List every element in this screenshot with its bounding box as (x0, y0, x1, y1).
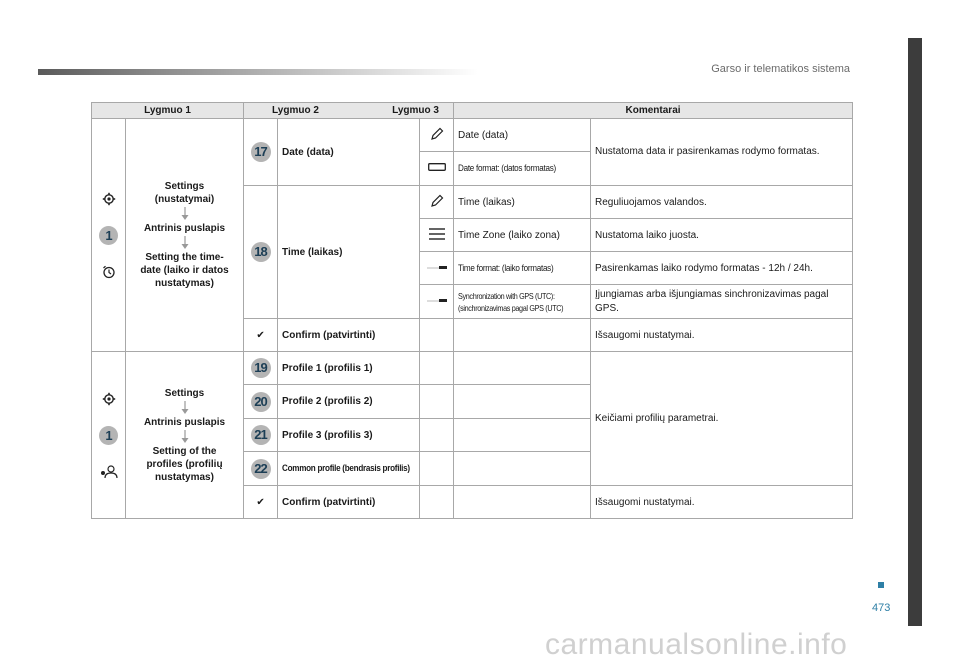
sub-gps-sync: Synchronization with GPS (UTC): (sinchronizavimas pagal GPS (UTC) (454, 285, 591, 319)
sub-time: Time (laikas) (454, 186, 591, 219)
table-cell (420, 152, 454, 186)
option-date-label: Date (data) (278, 119, 420, 186)
toggle-switch-icon (426, 263, 448, 271)
table-cell (420, 186, 454, 219)
table-cell (244, 352, 278, 385)
section2-icons (92, 352, 126, 519)
option-profile1: Profile 1 (profilis 1) (278, 352, 420, 385)
table-row (92, 352, 853, 385)
down-arrow-icon (180, 207, 190, 221)
option-badge: 17 (251, 142, 271, 162)
table-cell (244, 486, 278, 519)
sub-date: Date (data) (454, 119, 591, 152)
checkmark-icon: ✔ (256, 496, 265, 508)
section1-menu-path (126, 119, 244, 352)
page-marker (878, 582, 884, 588)
page-number: 473 (872, 602, 891, 614)
comment-confirm: Išsaugomi nustatymai. (591, 486, 853, 519)
header-level1: Lygmuo 1 (92, 103, 244, 119)
header-comments: Komentarai (454, 103, 853, 119)
option-badge: 21 (251, 425, 271, 445)
profile-person-icon (100, 465, 118, 479)
confirm-label: Confirm (patvirtinti) (278, 319, 420, 352)
table-cell (244, 319, 278, 352)
comment-time-zone: Nustatoma laiko juosta. (591, 219, 853, 252)
checkmark-icon: ✔ (256, 329, 265, 341)
table-cell (454, 352, 591, 385)
table-cell (244, 419, 278, 452)
side-tab-bar (908, 38, 922, 626)
edit-pencil-icon (430, 127, 444, 141)
confirm-label: Confirm (patvirtinti) (278, 486, 420, 519)
list-icon (428, 227, 446, 241)
settings-table (91, 102, 853, 519)
clock-icon (102, 265, 116, 279)
option-profile2: Profile 2 (profilis 2) (278, 385, 420, 419)
sub-time-zone: Time Zone (laiko zona) (454, 219, 591, 252)
header-gradient-bar (38, 69, 478, 75)
settings-gear-icon (102, 392, 116, 406)
sub-time-format: Time format: (laiko formatas) (454, 252, 591, 285)
option-time-label: Time (laikas) (278, 186, 420, 319)
format-bar-icon (428, 163, 446, 171)
comment-confirm: Išsaugomi nustatymai. (591, 319, 853, 352)
sub-date-format: Date format: (datos formatas) (454, 152, 591, 186)
table-cell (244, 186, 278, 319)
menu-level3-label: Setting the time-date (laiko ir datos nustatymas) (140, 252, 229, 289)
down-arrow-icon (180, 236, 190, 250)
option-common-profile: Common profile (bendrasis profilis) (278, 452, 420, 486)
comment-time: Reguliuojamos valandos. (591, 186, 853, 219)
table-header-row (92, 103, 853, 119)
table-cell (420, 452, 454, 486)
table-cell (244, 452, 278, 486)
header-title: Garso ir telematikos sistema (711, 63, 850, 75)
table-cell (420, 385, 454, 419)
section1-icons (92, 119, 126, 352)
option-badge: 19 (251, 358, 271, 378)
table-cell (244, 385, 278, 419)
menu-level1-label: Settings (164, 387, 205, 399)
down-arrow-icon (180, 430, 190, 444)
edit-pencil-icon (430, 194, 444, 208)
step-number-badge: 1 (99, 426, 118, 445)
table-cell (420, 352, 454, 385)
down-arrow-icon (180, 401, 190, 415)
settings-gear-icon (102, 192, 116, 206)
header-level3: Lygmuo 3 (392, 105, 439, 116)
option-badge: 22 (251, 459, 271, 479)
table-cell (454, 486, 591, 519)
table-cell (420, 219, 454, 252)
section2-menu-path (126, 352, 244, 519)
option-badge: 20 (251, 392, 271, 412)
step-number-badge: 1 (99, 226, 118, 245)
option-badge: 18 (251, 242, 271, 262)
table-cell (454, 319, 591, 352)
table-cell (420, 285, 454, 319)
table-cell (454, 452, 591, 486)
table-cell (454, 419, 591, 452)
table-row (92, 119, 853, 152)
comment-gps-sync: Įjungiamas arba išjungiamas sinchronizavimas pagal GPS. (591, 285, 853, 319)
table-cell (420, 419, 454, 452)
menu-level1-label: Settings (nustatymai) (154, 181, 215, 205)
menu-level3-label: Setting of the profiles (profilių nustatymas) (146, 445, 223, 483)
comment-time-format: Pasirenkamas laiko rodymo formatas - 12h / 24h. (591, 252, 853, 285)
table-cell (244, 119, 278, 186)
menu-level2-label: Antrinis puslapis (143, 223, 226, 234)
table-cell (420, 119, 454, 152)
table-cell (454, 385, 591, 419)
table-cell (420, 252, 454, 285)
menu-level2-label: Antrinis puslapis (143, 416, 226, 428)
toggle-switch-icon (426, 296, 448, 304)
option-profile3: Profile 3 (profilis 3) (278, 419, 420, 452)
table-cell (420, 319, 454, 352)
header-level2: Lygmuo 2 Lygmuo 3 (244, 103, 454, 119)
watermark: carmanualsonline.info (545, 628, 848, 661)
comment-profiles: Keičiami profilių parametrai. (591, 352, 853, 486)
comment-date: Nustatoma data ir pasirenkamas rodymo formatas. (591, 119, 853, 186)
table-cell (420, 486, 454, 519)
